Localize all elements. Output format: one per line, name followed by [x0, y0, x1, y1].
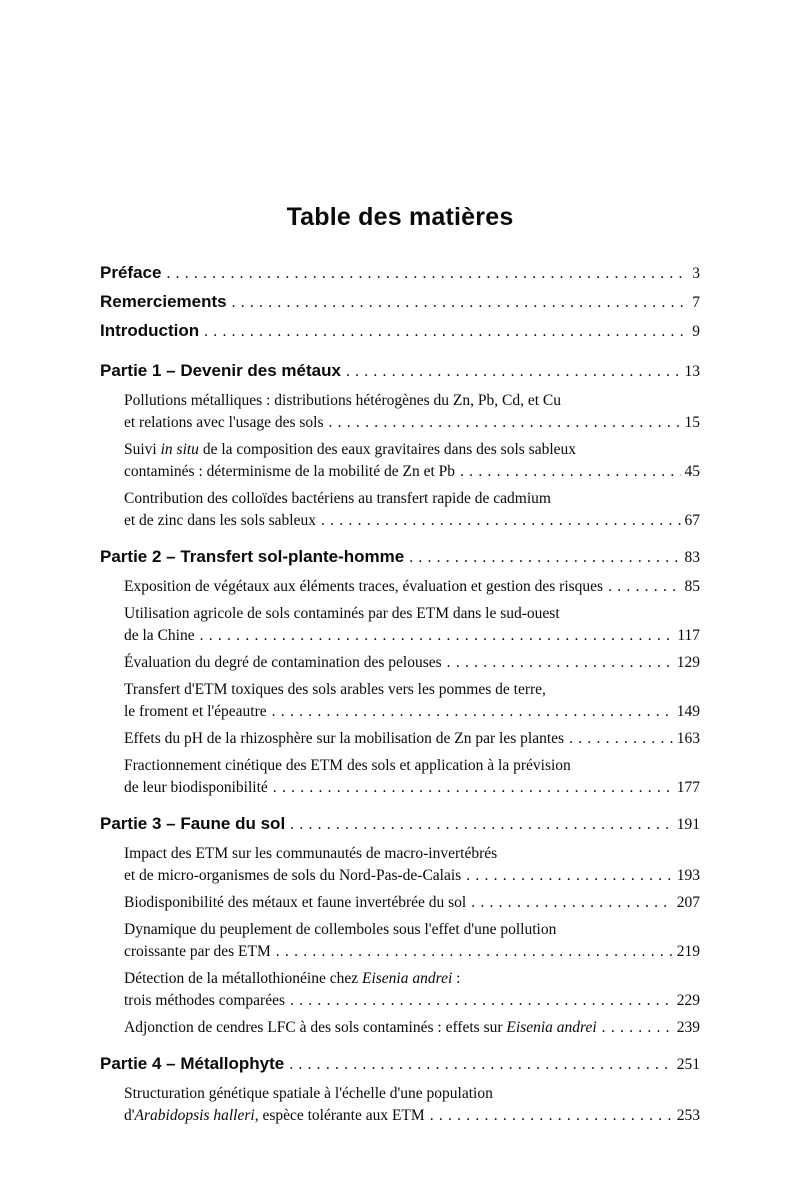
- toc-item-text: Structuration génétique spatiale à l'échelle d'une population: [124, 1085, 493, 1102]
- toc-item-line: [124, 1083, 700, 1105]
- page-number: 253: [676, 1107, 700, 1124]
- toc-item-text: Effets du pH de la rhizosphère sur la mobilisation de Zn par les plantes: [124, 730, 565, 747]
- toc-item-line: [124, 461, 700, 483]
- toc-item-text: Adjonction de cendres LFC à des sols contaminés : effets sur Eisenia andrei: [124, 1019, 597, 1036]
- toc-item-line: [124, 625, 700, 647]
- toc-item-line: [124, 576, 700, 598]
- dot-leader: [289, 1051, 673, 1079]
- page-title: Table des matières: [286, 203, 514, 231]
- toc-item-line: [124, 390, 700, 412]
- dot-leader: [200, 625, 674, 647]
- page-number: 219: [676, 943, 700, 960]
- dot-leader: [602, 1017, 673, 1039]
- dot-leader: [471, 892, 673, 914]
- toc-item-text: le froment et l'épeautre: [124, 703, 267, 720]
- toc-item-line: [124, 865, 700, 887]
- toc-part-heading: [100, 1050, 700, 1079]
- page-number: 191: [676, 816, 700, 833]
- dot-leader: [166, 260, 688, 288]
- toc-item-line: [124, 412, 700, 434]
- dot-leader: [447, 652, 673, 674]
- toc-item-line: [124, 510, 700, 532]
- toc-list: [100, 259, 700, 1127]
- dot-leader: [569, 728, 673, 750]
- dot-leader: [608, 576, 680, 598]
- dot-leader: [460, 461, 680, 483]
- page-number: 207: [676, 894, 700, 911]
- toc-item-line: [124, 755, 700, 777]
- toc-heading: [100, 259, 700, 288]
- toc-heading-label: Partie 4 – Métallophyte: [100, 1054, 285, 1073]
- toc-item-text: Dynamique du peuplement de collemboles sous l'effet d'une pollution: [124, 921, 557, 938]
- toc-item-text: d'Arabidopsis halleri, espèce tolérante aux ETM: [124, 1107, 425, 1124]
- toc-item: [100, 652, 700, 674]
- toc-item: [100, 679, 700, 723]
- toc-item-text: contaminés : déterminisme de la mobilité de Zn et Pb: [124, 463, 456, 480]
- toc-item-text: Exposition de végétaux aux éléments traces, évaluation et gestion des risques: [124, 578, 604, 595]
- toc-item: [100, 1017, 700, 1039]
- page-number: 117: [677, 627, 700, 644]
- toc-item: [100, 576, 700, 598]
- dot-leader: [346, 358, 681, 386]
- toc-item-line: [124, 488, 700, 510]
- toc-part-heading: [100, 810, 700, 839]
- toc-item-text: Fractionnement cinétique des ETM des sols et application à la prévision: [124, 757, 571, 774]
- dot-leader: [290, 811, 673, 839]
- dot-leader: [430, 1105, 673, 1127]
- toc-item-line: [124, 892, 700, 914]
- toc-item-line: [124, 728, 700, 750]
- toc-item-text: et de zinc dans les sols sableux: [124, 512, 316, 529]
- page-number: 129: [676, 654, 700, 671]
- toc-heading-label: Partie 2 – Transfert sol-plante-homme: [100, 547, 405, 566]
- page-number: 15: [684, 414, 700, 431]
- toc-item-text: Détection de la métallothionéine chez Eisenia andrei :: [124, 970, 461, 987]
- toc-item: [100, 892, 700, 914]
- toc-item: [100, 390, 700, 434]
- page-number: 67: [684, 512, 700, 529]
- toc-item-line: [124, 439, 700, 461]
- toc-item-line: [124, 990, 700, 1012]
- toc-item: [100, 1083, 700, 1127]
- page-number: 149: [676, 703, 700, 720]
- page-number: 13: [684, 363, 700, 380]
- page-number: 163: [676, 730, 700, 747]
- toc-item-text: et de micro-organismes de sols du Nord-Pas-de-Calais: [124, 867, 462, 884]
- toc-item: [100, 439, 700, 483]
- toc-item-line: [124, 968, 700, 990]
- toc-item-text: Suivi in situ de la composition des eaux gravitaires dans des sols sableux: [124, 441, 577, 458]
- toc-item: [100, 488, 700, 532]
- toc-heading-label: Introduction: [100, 321, 200, 340]
- toc-item-text: Utilisation agricole de sols contaminés par des ETM dans le sud-ouest: [124, 605, 560, 622]
- toc-item-text: Pollutions métalliques : distributions hétérogènes du Zn, Pb, Cd, et Cu: [124, 392, 561, 409]
- toc-heading-label: Partie 1 – Devenir des métaux: [100, 361, 341, 380]
- page-number: 3: [692, 265, 700, 282]
- page-number: 229: [676, 992, 700, 1009]
- toc-heading-label: Partie 3 – Faune du sol: [100, 814, 286, 833]
- dot-leader: [409, 544, 680, 572]
- toc-item-line: [124, 1017, 700, 1039]
- toc-item-line: [124, 652, 700, 674]
- page-number: 85: [684, 578, 700, 595]
- page-number: 83: [684, 549, 700, 566]
- toc-part-heading: [100, 543, 700, 572]
- page-number: 7: [692, 294, 700, 311]
- toc-item-text: Impact des ETM sur les communautés de macro-invertébrés: [124, 845, 498, 862]
- toc-item-text: et relations avec l'usage des sols: [124, 414, 324, 431]
- toc-item-text: Biodisponibilité des métaux et faune invertébrée du sol: [124, 894, 467, 911]
- toc-item: [100, 968, 700, 1012]
- toc-item-text: trois méthodes comparées: [124, 992, 285, 1009]
- dot-leader: [329, 412, 681, 434]
- toc-heading: [100, 288, 700, 317]
- page-number: 9: [692, 323, 700, 340]
- page-number: 177: [676, 779, 700, 796]
- dot-leader: [232, 289, 689, 317]
- toc-part-heading: [100, 357, 700, 386]
- toc-item-text: Transfert d'ETM toxiques des sols arables vers les pommes de terre,: [124, 681, 546, 698]
- toc-item: [100, 843, 700, 887]
- toc-item-line: [124, 1105, 700, 1127]
- dot-leader: [290, 990, 673, 1012]
- toc-item-line: [124, 843, 700, 865]
- toc-item-line: [124, 603, 700, 625]
- dot-leader: [466, 865, 673, 887]
- dot-leader: [273, 777, 673, 799]
- page-number: 239: [676, 1019, 700, 1036]
- dot-leader: [276, 941, 673, 963]
- toc-heading: [100, 317, 700, 346]
- toc-item: [100, 603, 700, 647]
- toc-item: [100, 919, 700, 963]
- dot-leader: [272, 701, 673, 723]
- toc-item-line: [124, 777, 700, 799]
- toc-heading-label: Préface: [100, 263, 162, 282]
- toc-item-line: [124, 919, 700, 941]
- toc-item-text: Contribution des colloïdes bactériens au transfert rapide de cadmium: [124, 490, 551, 507]
- dot-leader: [204, 318, 688, 346]
- dot-leader: [321, 510, 681, 532]
- page-number: 251: [676, 1056, 700, 1073]
- toc-item-text: Évaluation du degré de contamination des pelouses: [124, 654, 442, 671]
- toc-item-line: [124, 679, 700, 701]
- page-number: 193: [676, 867, 700, 884]
- page-number: 45: [684, 463, 700, 480]
- toc-item-line: [124, 701, 700, 723]
- toc-item-text: croissante par des ETM: [124, 943, 271, 960]
- toc-heading-label: Remerciements: [100, 292, 227, 311]
- toc-item: [100, 728, 700, 750]
- toc-item-line: [124, 941, 700, 963]
- toc-item-text: de leur biodisponibilité: [124, 779, 268, 796]
- toc-item-text: de la Chine: [124, 627, 195, 644]
- toc-item: [100, 755, 700, 799]
